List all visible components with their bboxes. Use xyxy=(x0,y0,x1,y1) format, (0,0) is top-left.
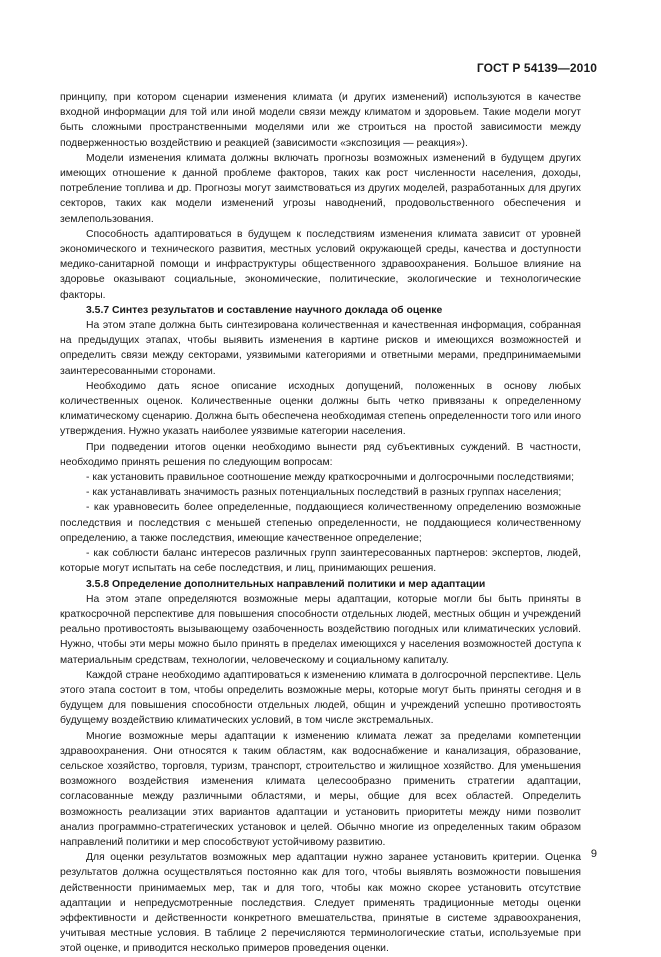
list-item: - как соблюсти баланс интересов различных групп заинтересованных партнеров: экспертов, людей, которые могут испытать на себе последствия, и лиц, принимающих решения. xyxy=(60,548,581,575)
page-content xyxy=(60,90,581,957)
paragraph: Многие возможные меры адаптации к изменению климата лежат за пределами компетенции здравоохранения. Они относятся к таким областям, как водоснабжение и канализация, образование, сельское хозяйство, торговля, туризм, транспорт, строительство и жилищное хозяйство. Для уменьшения возможного воздействия изменения климата целесообразно применить стратегии адаптации, согласованные между различными областями, и меры, общие для всех областей. Определить возможность реализации этих вариантов адаптации и установить приоритеты между ними позволит анализ программно-стратегических установок и целей. Обычно многие из определенных таким образом направлений политики и мер способствуют устойчивому развитию. xyxy=(60,730,581,848)
paragraph: На этом этапе должна быть синтезирована количественная и качественная информация, собранная на предыдущих этапах, чтобы выявить изменения в картине рисков и имеющихся возможностей и определить связи между секторами, уязвимыми категориями и ответными мерами, предпринимаемыми заинтересованными сторонами. xyxy=(60,320,581,377)
section-heading-3-5-8: 3.5.8 Определение дополнительных направлений политики и мер адаптации xyxy=(86,578,486,590)
paragraph: При подведении итогов оценки необходимо вынести ряд субъективных суждений. В частности, необходимо принять решения по следующим вопросам: xyxy=(60,441,581,468)
paragraph: Модели изменения климата должны включать прогнозы возможных изменений в будущем других имеющих отношение к данной проблеме факторов, таких как рост численности населения, доходы, потребление топлива и др. Прогнозы могут заимствоваться из других моделей, разработанных для других секторов, таких как модели изменений угрозы наводнений, продовольственного обеспечения и землепользования. xyxy=(60,152,581,225)
paragraph: Необходимо дать ясное описание исходных допущений, положенных в основу любых количественных оценок. Количественные оценки должны быть четко привязаны к определенному климатическому сценарию. Должна быть обеспечена необходимая степень определенности того или иного утверждения. Нужно указать наиболее уязвимые категории населения. xyxy=(60,380,582,438)
paragraph: Для оценки результатов возможных мер адаптации нужно заранее установить критерии. Оценка результатов должна осуществляться постоянно как для того, чтобы выявлять возможности повышения действенности принимаемых мер, так и для того, чтобы как можно скорее установить отсутствие адаптации и непредусмотренные последствия. Следует применять традиционные методы оценки эффективности и действенности конкретного вмешательства, принятые в системе здравоохранения, учитывая местные условия. В таблице 2 перечисляются терминологические статьи, используемые при этой оценке, и приводится несколько примеров проведения оценки. xyxy=(60,852,581,955)
paragraph: принципу, при котором сценарии изменения климата (и других изменений) используются в качестве входной информации для той или иной модели связи между климатом и здоровьем. Такие модели могут быть сложными пространственными моделями или же строиться на простой зависимости между подверженностью воздействию и реакцией (зависимости «экспозиция — реакция»). xyxy=(60,92,581,149)
page-number: 9 xyxy=(590,848,597,860)
document-code: ГОСТ Р 54139—2010 xyxy=(476,61,597,75)
paragraph: На этом этапе определяются возможные меры адаптации, которые могли бы быть приняты в краткосрочной перспективе для повышения способности отдельных людей, местных общин и учреждений реально противостоять вызывающему озабоченность воздействию погодных или климатических условий. Нужно, чтобы эти меры можно было принять в пределах имеющихся у населения возможностей доступа к материальным средствам, технологии, человеческому и социальному капиталу. xyxy=(60,593,581,666)
paragraph: Каждой стране необходимо адаптироваться к изменению климата в долгосрочной перспективе. Цель этого этапа состоит в том, чтобы определить возможные меры, которые могут быть приняты сегодня и в будущем для повышения способности отдельных людей, общин и учреждений успешно противостоять будущему воздействию климатических условий, в том числе экстремальных. xyxy=(60,669,581,727)
paragraph: Способность адаптироваться в будущем к последствиям изменения климата зависит от уровней экономического и технического развития, местных условий окружающей среды, качества и доступности медико-санитарной помощи и инфраструктуры общественного здравоохранения. Большое влияние на здоровье оказывают социальные, экономические, политические, экологические и технологические факторы. xyxy=(60,228,581,301)
list-item: - как уравновесить более определенные, поддающиеся количественному определению возможные последствия и последствия с меньшей степенью определенности, не поддающиеся количественному определению, а также последствия, имеющие качественное определение; xyxy=(60,502,581,544)
list-item: - как устанавливать значимость разных потенциальных последствий в разных группах населения; xyxy=(86,487,562,499)
list-item: - как установить правильное соотношение между краткосрочными и долгосрочными последствиями; xyxy=(86,472,574,484)
section-heading-3-5-7: 3.5.7 Синтез результатов и составление научного доклада об оценке xyxy=(86,304,443,316)
